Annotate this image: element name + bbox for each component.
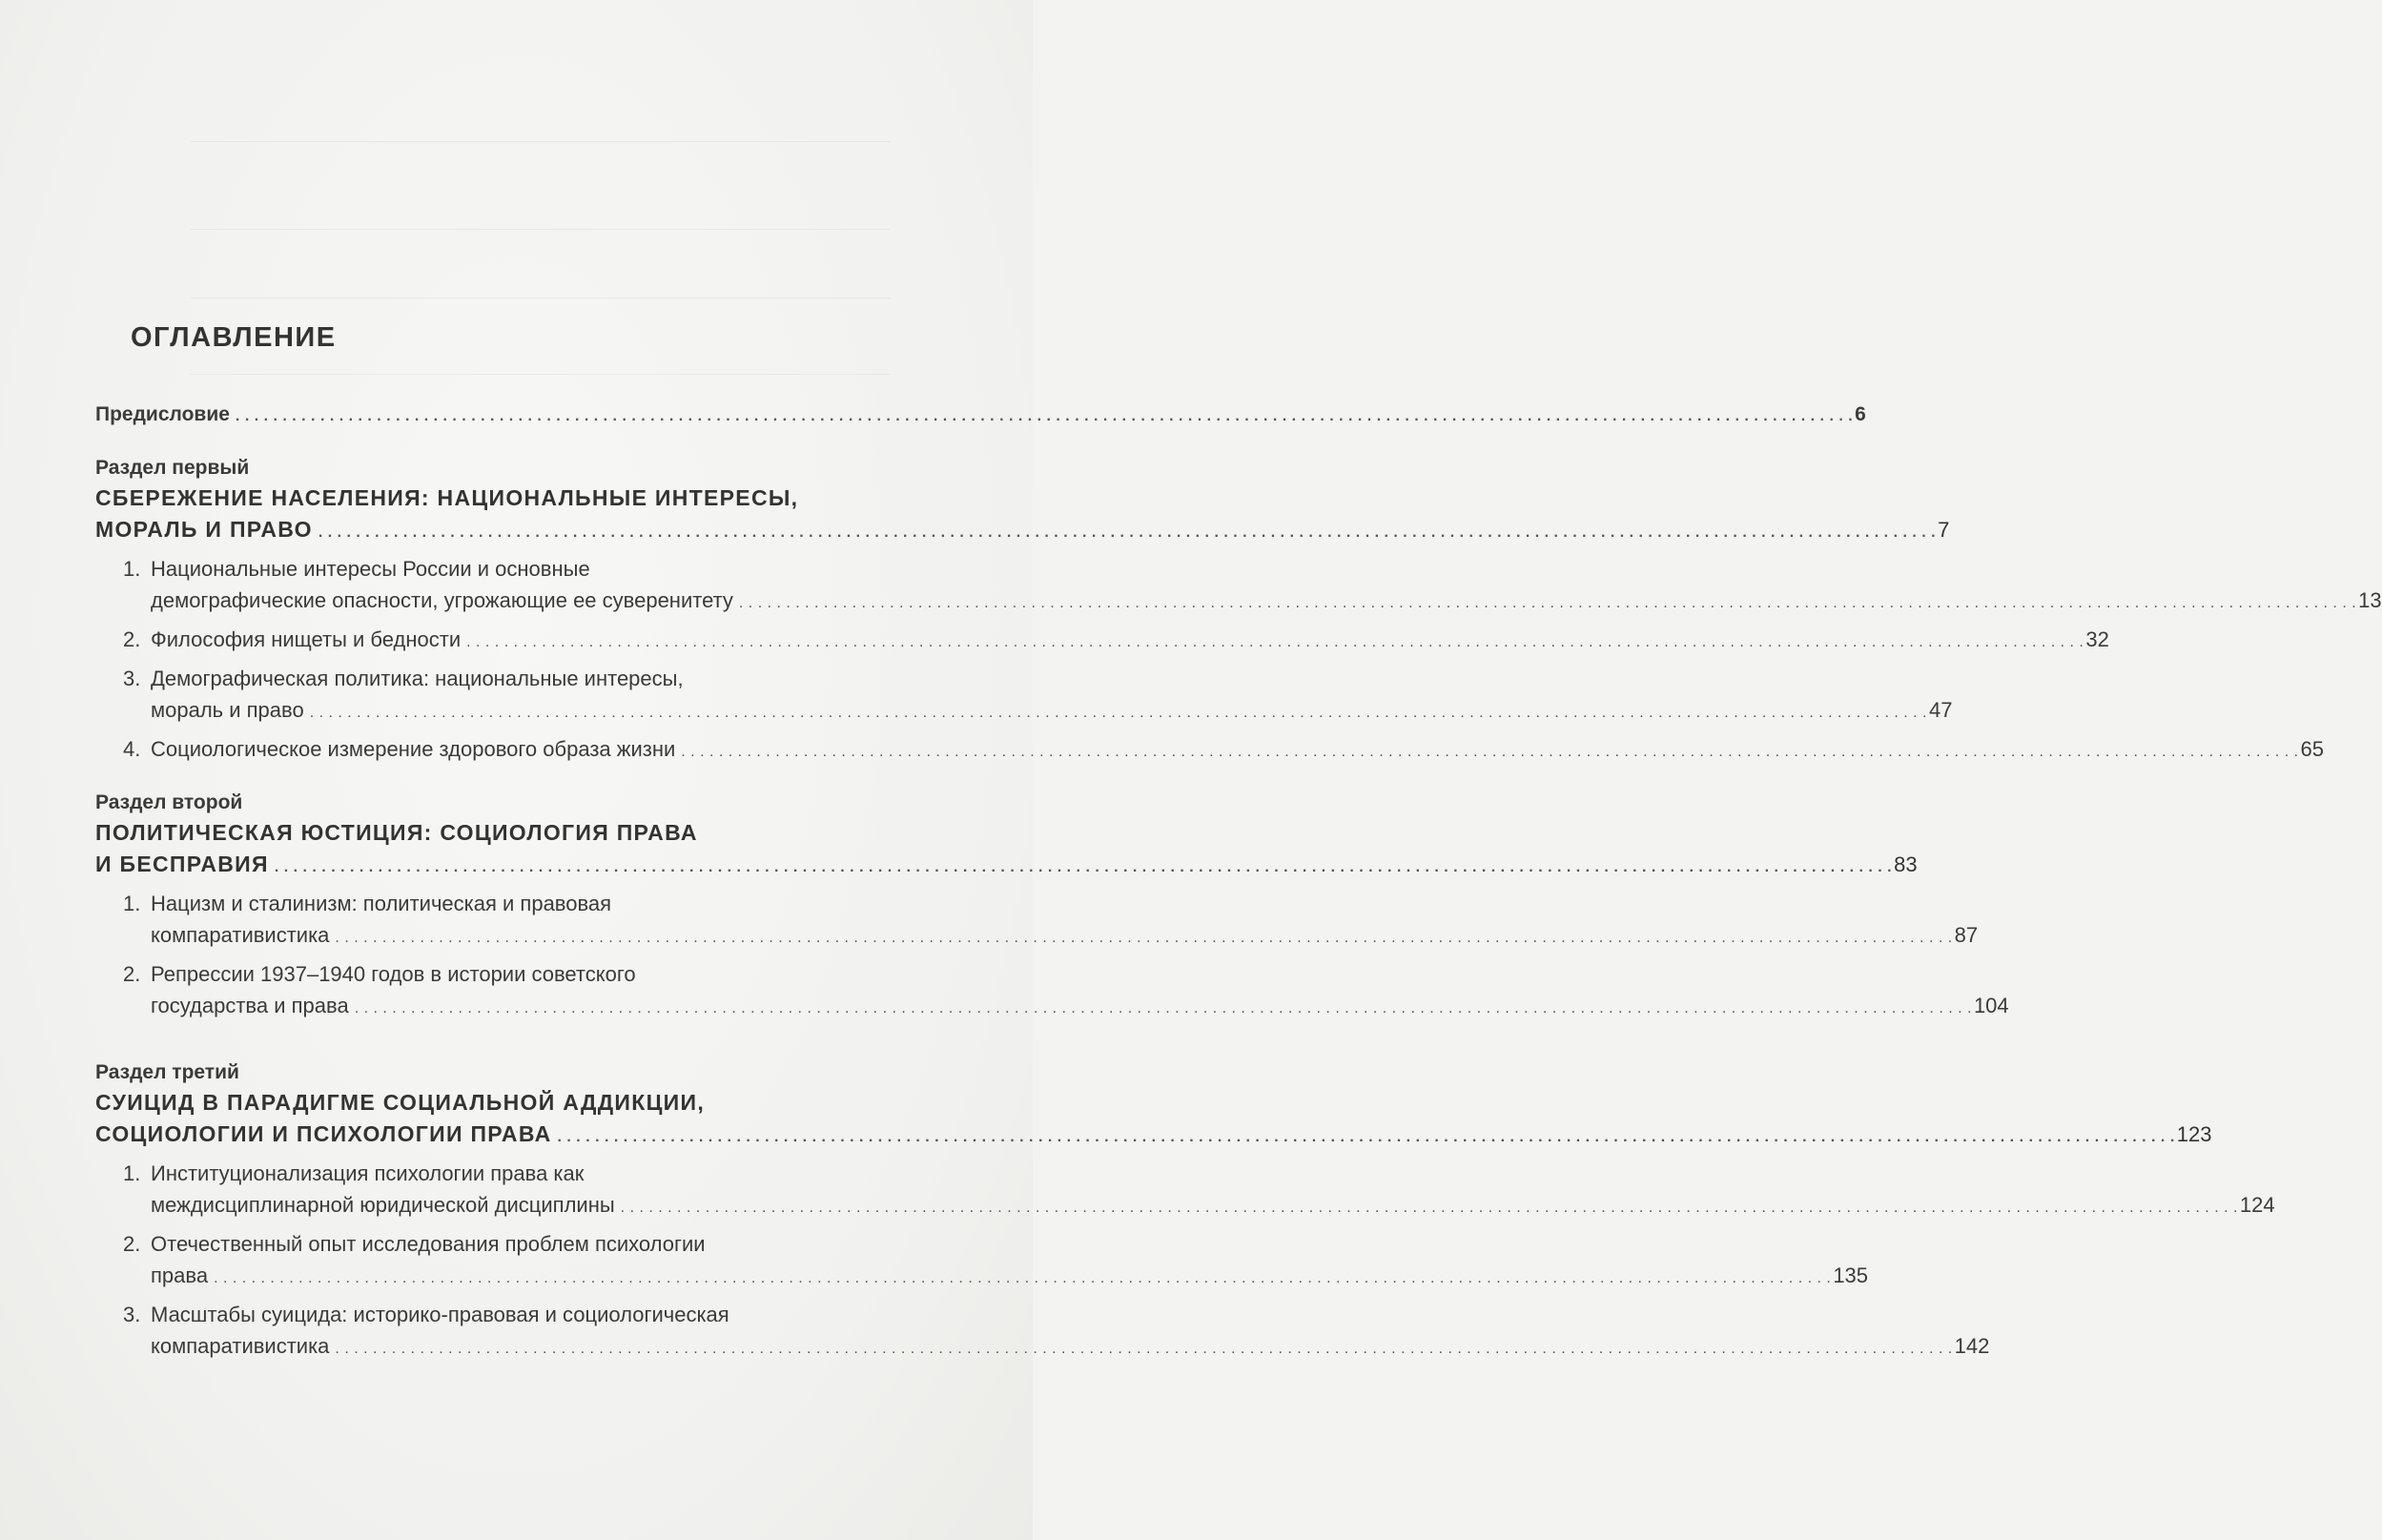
chapter-number: 4.	[123, 737, 141, 761]
toc-entry-chapter[interactable]	[95, 958, 2009, 1024]
toc-entry-section-1[interactable]	[95, 514, 1950, 548]
chapter-number: 1.	[123, 892, 141, 915]
section-2	[95, 789, 2009, 1024]
section-title-line: ПОЛИТИЧЕСКАЯ ЮСТИЦИЯ: СОЦИОЛОГИЯ ПРАВА	[95, 820, 698, 845]
section-title-line: СУИЦИД В ПАРАДИГМЕ СОЦИАЛЬНОЙ АДДИКЦИИ,	[95, 1090, 706, 1115]
page-number: 13	[2358, 588, 2382, 612]
page-number: 123	[2176, 1122, 2212, 1146]
page-number: 47	[1928, 698, 1953, 722]
chapter-title-line: Нацизм и сталинизм: политическая и правовая	[151, 892, 612, 915]
chapter-title-line: Институционализация психологии права как	[151, 1161, 585, 1185]
section-title-line: СБЕРЕЖЕНИЕ НАСЕЛЕНИЯ: НАЦИОНАЛЬНЫЕ ИНТЕРЕСЫ,	[95, 485, 799, 510]
toc-entry-chapter[interactable]	[95, 1299, 1990, 1365]
section-label: Раздел второй	[95, 791, 243, 813]
dot-leader	[558, 1121, 2175, 1153]
dot-leader	[310, 697, 1927, 729]
chapter-number: 1.	[123, 1161, 141, 1185]
page-number: 32	[2085, 627, 2109, 651]
chapter-number: 3.	[123, 667, 141, 690]
toc-entry-chapter[interactable]	[95, 1228, 1869, 1294]
page-number: 65	[2300, 737, 2325, 761]
dot-leader	[236, 400, 1853, 433]
page-number: 87	[1954, 923, 1979, 947]
dot-leader	[681, 736, 2298, 768]
page-number: 135	[1833, 1263, 1869, 1287]
dot-leader	[214, 1263, 1831, 1294]
toc-entry-preface[interactable]	[95, 399, 1866, 433]
chapter-title-line: права	[151, 1263, 209, 1287]
toc-entry-chapter[interactable]	[95, 1158, 2275, 1223]
toc-entry-chapter[interactable]	[95, 888, 1979, 954]
toc-title: ОГЛАВЛЕНИЕ	[131, 322, 337, 353]
section-title-line: МОРАЛЬ И ПРАВО	[95, 517, 313, 542]
toc-entry-section-2[interactable]	[95, 849, 1918, 883]
chapter-title-line: Философия нищеты и бедности	[151, 627, 462, 651]
chapter-number: 1.	[123, 557, 141, 581]
toc-entry-chapter[interactable]	[95, 733, 2325, 768]
toc-entry-chapter[interactable]	[95, 663, 1953, 729]
bleed-through-line	[191, 229, 890, 230]
section-label: Раздел первый	[95, 457, 250, 479]
toc-entry-chapter[interactable]	[95, 553, 2382, 619]
page-number: 7	[1938, 518, 1950, 542]
toc-entry-chapter[interactable]	[95, 624, 2109, 658]
chapter-title-line: междисциплинарной юридической дисциплины	[151, 1193, 615, 1217]
section-title-line: СОЦИОЛОГИИ И ПСИХОЛОГИИ ПРАВА	[95, 1121, 552, 1146]
chapter-number: 3.	[123, 1303, 141, 1326]
section-title-line: И БЕСПРАВИЯ	[95, 852, 269, 876]
dot-leader	[355, 993, 1972, 1024]
section-label: Раздел третий	[95, 1061, 239, 1083]
page-number: 124	[2239, 1193, 2275, 1217]
dot-leader	[621, 1192, 2238, 1223]
chapter-title-line: демографические опасности, угрожающие ее суверенитету	[151, 588, 733, 612]
chapter-number: 2.	[123, 627, 141, 651]
chapter-title-line: мораль и право	[151, 698, 304, 722]
chapter-title-line: государства и права	[151, 994, 349, 1017]
dot-leader	[466, 626, 2084, 658]
table-of-contents	[95, 320, 2382, 1365]
chapter-title-line: компаративистика	[151, 1334, 330, 1358]
dot-leader	[318, 517, 1936, 548]
chapter-title-line: Репрессии 1937–1940 годов в истории советского	[151, 962, 636, 986]
chapter-number: 2.	[123, 962, 141, 986]
page-number: 142	[1954, 1334, 1990, 1358]
chapter-title-line: компаративистика	[151, 923, 330, 947]
section-3	[95, 1058, 2275, 1365]
chapter-title-line: Отечественный опыт исследования проблем психологии	[151, 1232, 706, 1256]
chapter-list	[95, 1158, 2275, 1365]
page-number: 6	[1855, 403, 1866, 425]
chapter-list	[95, 888, 2009, 1024]
page-number: 83	[1894, 852, 1918, 876]
section-1	[95, 454, 2382, 768]
bleed-through-line	[191, 141, 890, 142]
chapter-title-line: Масштабы суицида: историко-правовая и социологическая	[151, 1303, 729, 1326]
dot-leader	[335, 1333, 1952, 1365]
page-number: 104	[1973, 994, 2009, 1017]
dot-leader	[739, 587, 2356, 619]
dot-leader	[335, 922, 1952, 954]
chapter-list	[95, 553, 2382, 768]
preface-label: Предисловие	[95, 403, 230, 425]
dot-leader	[275, 852, 1892, 883]
toc-entry-section-3[interactable]	[95, 1119, 2212, 1153]
chapter-title-line: Демографическая политика: национальные интересы,	[151, 667, 684, 690]
chapter-title-line: Социологическое измерение здорового образа жизни	[151, 737, 676, 761]
chapter-title-line: Национальные интересы России и основные	[151, 557, 590, 581]
chapter-number: 2.	[123, 1232, 141, 1256]
